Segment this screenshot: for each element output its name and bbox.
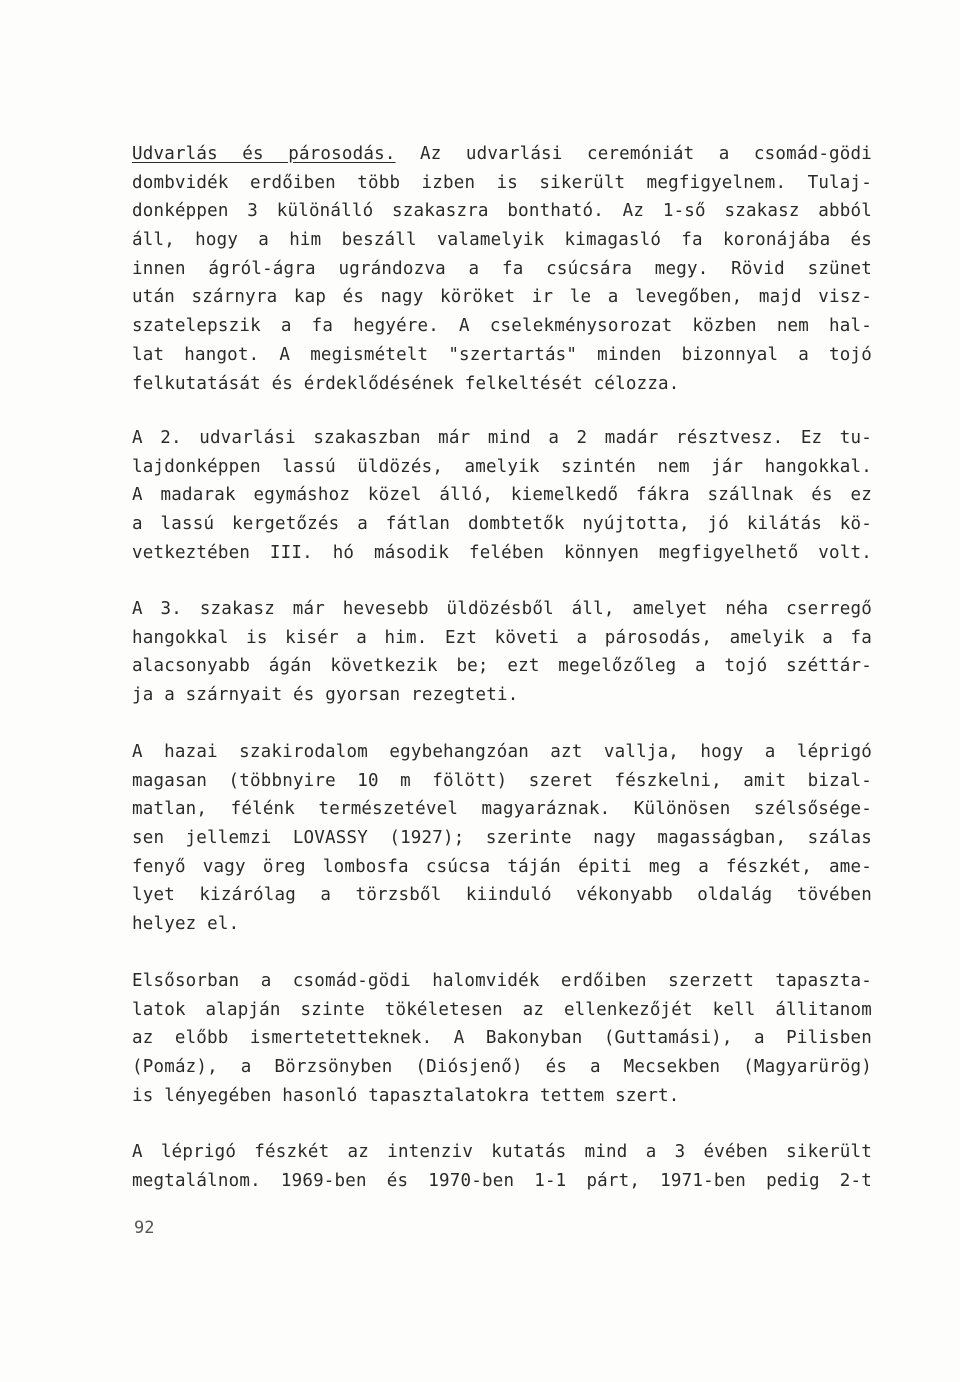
text-line: A madarak egymáshoz közel álló, kiemelkedő fákra szállnak és ez	[132, 485, 872, 506]
text-line: lat hangot. A megismételt "szertartás" minden bizonnyal a tojó	[132, 344, 872, 365]
text-line: vetkeztében III. hó második felében könnyen megfigyelhető volt.	[132, 542, 872, 563]
text-line: után szárnyra kap és nagy köröket ir le a levegőben, majd visz-	[132, 287, 872, 308]
text-line: is lényegében hasonló tapasztalatokra tettem szert.	[132, 1085, 680, 1106]
section-heading: Udvarlás és párosodás.	[132, 144, 396, 164]
text-line: áll, hogy a him beszáll valamelyik kimagasló fa koronájába és	[132, 230, 872, 251]
text-line: matlan, félénk természetével magyaráznak. Különösen szélsősége-	[132, 799, 872, 820]
text-line: fenyő vagy öreg lombosfa csúcsa táján épiti meg a fészkét, ame-	[132, 856, 872, 877]
text-line: lyet kizárólag a törzsből kiinduló vékonyabb oldalág tövében	[132, 885, 872, 906]
text-line: hangokkal is kisér a him. Ezt követi a párosodás, amelyik a fa	[132, 627, 872, 648]
text-line: a lassú kergetőzés a fátlan dombtetők nyújtotta, jó kilátás kö-	[132, 514, 872, 535]
text-line: innen ágról-ágra ugrándozva a fa csúcsára megy. Rövid szünet	[132, 258, 872, 279]
paragraph-courtship-intro	[132, 140, 872, 398]
text-line: A hazai szakirodalom egybehangzóan azt vallja, hogy a léprigó	[132, 742, 872, 762]
paragraph-own-observations	[132, 967, 872, 1110]
paragraph-third-phase	[132, 595, 872, 710]
text-line: helyez el.	[132, 914, 240, 935]
text-line: alacsonyabb ágán következik be; ezt megelőzőleg a tojó széttár-	[132, 656, 872, 677]
text-line: Elsősorban a csomád-gödi halomvidék erdőiben szerzett tapaszta-	[132, 971, 872, 991]
paragraph-literature	[132, 738, 872, 939]
text-line: ja a szárnyait és gyorsan rezegteti.	[132, 685, 519, 706]
text-line: A léprigó fészkét az intenziv kutatás mind a 3 évében sikerült	[132, 1142, 872, 1162]
text-line: lajdonképpen lassú üldözés, amelyik szintén nem jár hangokkal.	[132, 456, 872, 477]
text-line: felkutatását és érdeklődésének felkeltését célozza.	[132, 373, 680, 394]
line-text: Az udvarlási ceremóniát a csomád-gödi	[420, 144, 872, 164]
paragraph-nest-finding	[132, 1138, 872, 1195]
text-line: latok alapján szinte tökéletesen az ellenkezőjét kell állitanom	[132, 999, 872, 1020]
text-line: megtalálnom. 1969-ben és 1970-ben 1-1 párt, 1971-ben pedig 2-t	[132, 1170, 872, 1191]
text-line: sen jellemzi LOVASSY (1927); szerinte nagy magasságban, szálas	[132, 828, 872, 849]
text-line: A 2. udvarlási szakaszban már mind a 2 madár résztvesz. Ez tu-	[132, 428, 872, 448]
text-line	[132, 140, 872, 169]
text-line: szatelepszik a fa hegyére. A cselekménysorozat közben nem hal-	[132, 316, 872, 337]
paragraph-second-phase	[132, 424, 872, 567]
text-line: dombvidék erdőiben több izben is sikerült megfigyelnem. Tulaj-	[132, 172, 872, 193]
text-line: (Pomáz), a Börzsönyben (Diósjenő) és a Mecsekben (Magyarürög)	[132, 1057, 872, 1078]
text-line: A 3. szakasz már hevesebb üldözésből áll, amelyet néha cserregő	[132, 599, 872, 619]
text-line: az előbb ismertetetteknek. A Bakonyban (Guttamási), a Pilisben	[132, 1028, 872, 1049]
text-line: magasan (többnyire 10 m fölött) szeret fészkelni, amit bizal-	[132, 770, 872, 791]
text-line: donképpen 3 különálló szakaszra bontható. Az 1-ső szakasz abból	[132, 201, 872, 222]
page-number: 92	[134, 1218, 155, 1238]
